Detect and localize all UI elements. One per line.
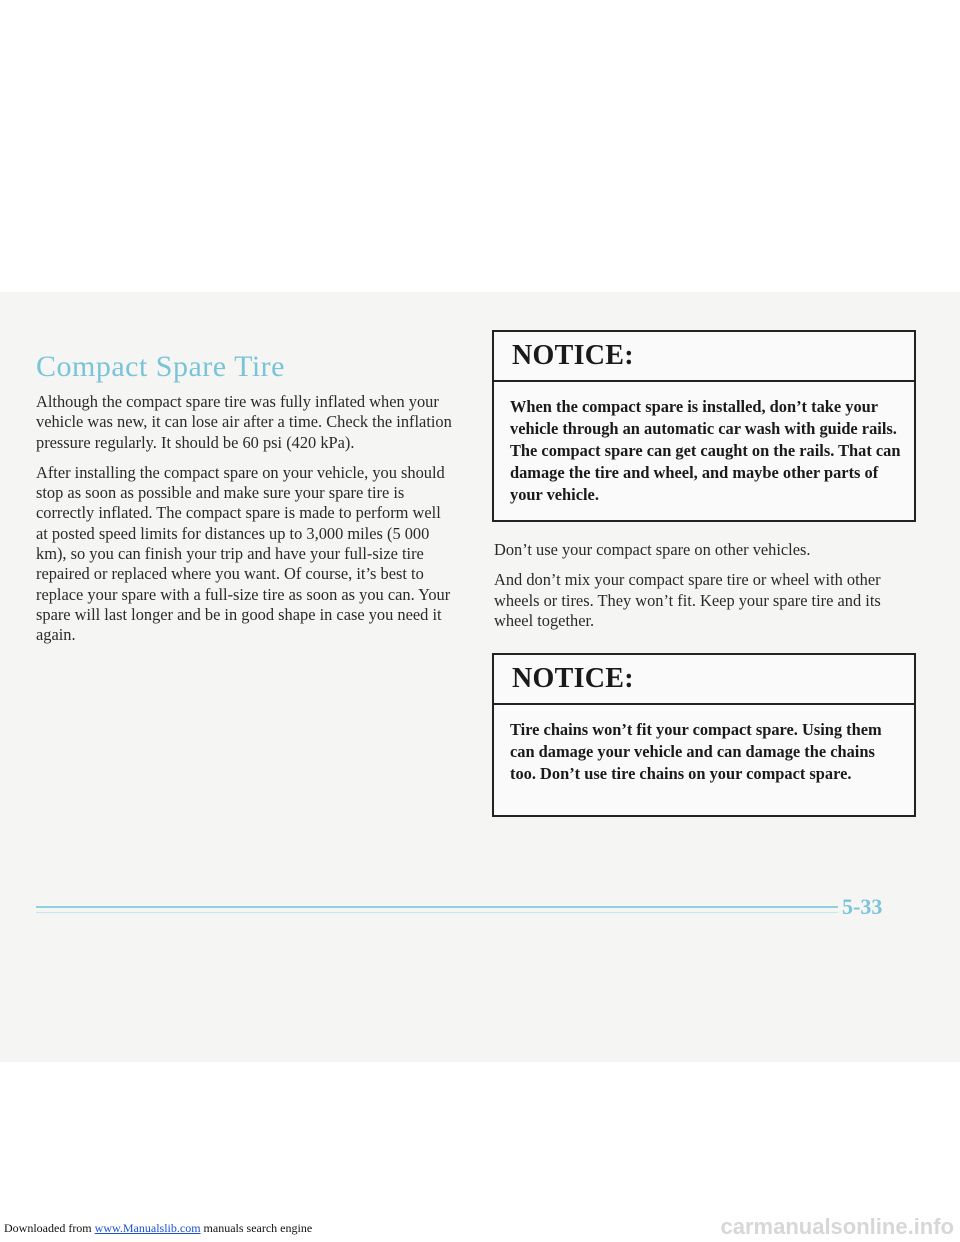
notice-body: When the compact spare is installed, don’t take your vehicle through an automatic car wash with guide rails. The compact spare can get caught on the rails. That can damage the tire and wheel, and maybe other parts of your vehicle. [510, 397, 901, 504]
credit-prefix: Downloaded from [4, 1221, 95, 1235]
section-heading: Compact Spare Tire [36, 350, 285, 383]
credit-suffix: manuals search engine [200, 1221, 313, 1235]
paragraph-dont-mix: And don’t mix your compact spare tire or wheel with other wheels or tires. They won’t fit. Keep your spare tire and its wheel together. [494, 570, 881, 630]
paragraph-after-installing: After installing the compact spare on your vehicle, you should stop as soon as possible and make sure your spare tire is correctly inflated. The compact spare is made to perform well at posted speed limits for distances up to 3,000 miles (5 000 km), so you can finish your trip and have your full-size tire repaired or replaced where you want. Of course, it’s best to replace your spare with a full-size tire as soon as you can. Your spare will last longer and be in good shape in case you need it again. [36, 462, 451, 645]
notice-box-tire-chains [492, 653, 916, 817]
page-number: 5-33 [842, 894, 883, 919]
right-column [492, 330, 916, 817]
watermark-text: carmanualsonline.info [720, 1214, 954, 1239]
download-credit [4, 1221, 312, 1236]
manualslib-link[interactable]: www.Manualslib.com [94, 1221, 201, 1235]
notice-title: NOTICE: [494, 655, 914, 705]
notice-title: NOTICE: [494, 332, 914, 382]
notice-body: Tire chains won’t fit your compact spare. Using them can damage your vehicle and can damage the chains too. Don’t use tire chains on your compact spare. [510, 720, 882, 784]
paragraph-other-vehicles: Don’t use your compact spare on other vehicles. [494, 540, 811, 559]
right-text [492, 540, 916, 631]
paragraph-inflation: Although the compact spare tire was fully inflated when your vehicle was new, it can lose air after a time. Check the inflation pressure regularly. It should be 60 psi (420 kPa). [36, 392, 452, 452]
footer-rule [36, 906, 838, 908]
footer-rule-thin [36, 912, 838, 913]
notice-box-car-wash [492, 330, 916, 522]
left-column [36, 392, 456, 656]
